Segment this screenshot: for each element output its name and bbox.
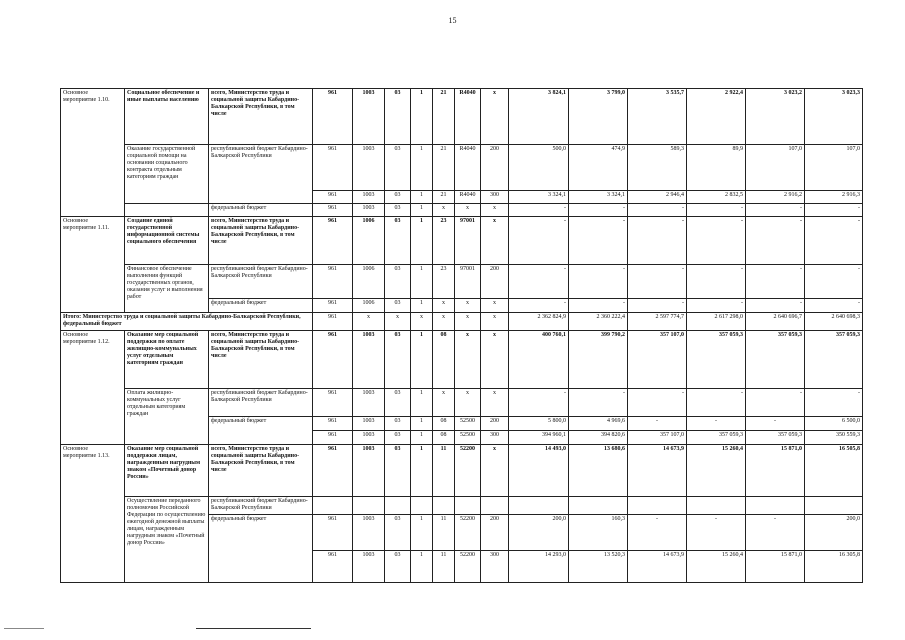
code-cell: x — [481, 89, 509, 145]
code-cell: 961 — [313, 417, 353, 431]
value-cell: 2 916,3 — [805, 191, 863, 204]
code-cell: 961 — [313, 445, 353, 497]
funding-source-cell: республиканский бюджет Кабардино-Балкарской Республики — [209, 497, 313, 515]
code-cell: 1003 — [353, 551, 385, 583]
value-cell: 14 673,9 — [628, 551, 687, 583]
value-cell: 2 640 696,7 — [746, 313, 805, 331]
code-cell: x — [481, 445, 509, 497]
value-cell: - — [569, 204, 628, 217]
value-cell: 474,9 — [569, 145, 628, 191]
code-cell: 1003 — [353, 145, 385, 191]
code-cell: 1 — [411, 217, 433, 265]
code-cell: x — [455, 331, 481, 389]
value-cell: - — [569, 265, 628, 299]
value-cell: 6 500,0 — [805, 417, 863, 431]
value-cell: - — [509, 204, 569, 217]
code-cell: 21 — [433, 89, 455, 145]
value-cell — [509, 497, 569, 515]
value-cell: - — [509, 265, 569, 299]
code-cell: 961 — [313, 191, 353, 204]
code-cell: 08 — [433, 431, 455, 445]
value-cell: 15 871,0 — [746, 445, 805, 497]
funding-source-cell: федеральный бюджет — [209, 515, 313, 583]
value-cell: 160,3 — [569, 515, 628, 551]
value-cell: 357 059,3 — [746, 431, 805, 445]
value-cell: - — [746, 265, 805, 299]
value-cell: 15 260,4 — [687, 445, 746, 497]
value-cell: 589,3 — [628, 145, 687, 191]
value-cell: 2 946,4 — [628, 191, 687, 204]
code-cell: 961 — [313, 313, 353, 331]
code-cell: 97001 — [455, 217, 481, 265]
code-cell: 1003 — [353, 445, 385, 497]
value-cell: 2 360 222,4 — [569, 313, 628, 331]
code-cell: 23 — [433, 265, 455, 299]
code-cell: x — [481, 299, 509, 313]
code-cell: 03 — [385, 515, 411, 551]
code-cell: R4040 — [455, 145, 481, 191]
code-cell: 1 — [411, 515, 433, 551]
value-cell: 394 960,1 — [509, 431, 569, 445]
code-cell: x — [481, 389, 509, 417]
code-cell: 03 — [385, 89, 411, 145]
funding-source-cell: республиканский бюджет Кабардино-Балкарской Республики — [209, 265, 313, 299]
value-cell: - — [687, 389, 746, 417]
program-cell: Основное мероприятие 1.11. — [61, 217, 125, 313]
value-cell: 200,0 — [509, 515, 569, 551]
table-row — [61, 89, 863, 145]
value-cell — [628, 497, 687, 515]
code-cell: 08 — [433, 417, 455, 431]
value-cell: - — [805, 389, 863, 417]
code-cell — [353, 497, 385, 515]
value-cell: 500,0 — [509, 145, 569, 191]
value-cell: - — [746, 389, 805, 417]
code-cell: 300 — [481, 551, 509, 583]
code-cell — [385, 497, 411, 515]
value-cell: - — [628, 265, 687, 299]
value-cell: 2 922,4 — [687, 89, 746, 145]
value-cell: 357 107,0 — [628, 431, 687, 445]
funding-source-cell: федеральный бюджет — [209, 299, 313, 313]
code-cell — [313, 497, 353, 515]
code-cell: 200 — [481, 417, 509, 431]
value-cell: - — [628, 417, 687, 431]
value-cell: 13 680,6 — [569, 445, 628, 497]
code-cell: 961 — [313, 89, 353, 145]
value-cell: 3 824,1 — [509, 89, 569, 145]
code-cell: x — [433, 204, 455, 217]
value-cell: - — [687, 515, 746, 551]
code-cell: 300 — [481, 191, 509, 204]
value-cell: 13 520,3 — [569, 551, 628, 583]
value-cell: 4 969,6 — [569, 417, 628, 431]
measure-name-cell: Осуществление переданного полномочия Российской Федерации по осуществлению ежегодной денежной выплаты лицам, награжденным нагрудным знаком «Почетный донор России» — [125, 497, 209, 583]
value-cell: - — [746, 299, 805, 313]
funding-source-cell: всего, Министерство труда и социальной защиты Кабардино-Балкарской Республики, в том числе — [209, 89, 313, 145]
value-cell: - — [509, 389, 569, 417]
code-cell: 03 — [385, 389, 411, 417]
value-cell: 350 559,3 — [805, 431, 863, 445]
value-cell: - — [628, 217, 687, 265]
code-cell: 1003 — [353, 515, 385, 551]
code-cell: 961 — [313, 265, 353, 299]
code-cell: 300 — [481, 431, 509, 445]
measure-name-cell: Оказание мер социальной поддержки лицам, награжденным нагрудным знаком «Почетный донор России» — [125, 445, 209, 497]
table-row — [61, 331, 863, 389]
value-cell: - — [628, 299, 687, 313]
code-cell: x — [433, 389, 455, 417]
value-cell: - — [746, 417, 805, 431]
code-cell: 200 — [481, 145, 509, 191]
code-cell: 961 — [313, 299, 353, 313]
code-cell: 11 — [433, 445, 455, 497]
code-cell — [455, 497, 481, 515]
total-label-cell: Итого: Министерство труда и социальной защиты Кабардино-Балкарской Республики, федеральный бюджет — [61, 313, 313, 331]
code-cell: 52500 — [455, 431, 481, 445]
value-cell — [687, 497, 746, 515]
code-cell — [411, 497, 433, 515]
code-cell: 1003 — [353, 431, 385, 445]
code-cell: 1003 — [353, 331, 385, 389]
value-cell: 14 493,0 — [509, 445, 569, 497]
table-row — [61, 217, 863, 265]
code-cell: 1006 — [353, 217, 385, 265]
code-cell: 961 — [313, 551, 353, 583]
code-cell: 200 — [481, 265, 509, 299]
code-cell: 23 — [433, 217, 455, 265]
value-cell: 400 760,1 — [509, 331, 569, 389]
value-cell: - — [569, 389, 628, 417]
value-cell: 15 871,0 — [746, 551, 805, 583]
value-cell: 3 023,2 — [746, 89, 805, 145]
code-cell: 1 — [411, 265, 433, 299]
code-cell: x — [455, 313, 481, 331]
code-cell: 11 — [433, 515, 455, 551]
value-cell: 3 324,1 — [509, 191, 569, 204]
funding-source-cell: всего, Министерство труда и социальной защиты Кабардино-Балкарской Республики, в том числе — [209, 331, 313, 389]
code-cell: 11 — [433, 551, 455, 583]
code-cell: R4040 — [455, 191, 481, 204]
value-cell: 2 916,2 — [746, 191, 805, 204]
code-cell: 1 — [411, 417, 433, 431]
value-cell — [746, 497, 805, 515]
code-cell: 1006 — [353, 265, 385, 299]
value-cell: 2 597 774,7 — [628, 313, 687, 331]
code-cell: 03 — [385, 191, 411, 204]
value-cell: - — [687, 299, 746, 313]
program-cell: Основное мероприятие 1.10. — [61, 89, 125, 217]
page-number: 15 — [448, 16, 457, 25]
code-cell: 1 — [411, 191, 433, 204]
value-cell: - — [569, 299, 628, 313]
code-cell: 1 — [411, 299, 433, 313]
value-cell: - — [746, 217, 805, 265]
value-cell: 3 324,1 — [569, 191, 628, 204]
footer-rule-segment — [4, 628, 44, 629]
code-cell: 52500 — [455, 417, 481, 431]
table-row — [61, 445, 863, 497]
code-cell: 961 — [313, 145, 353, 191]
table-row — [61, 204, 863, 217]
value-cell: 394 820,6 — [569, 431, 628, 445]
value-cell: 16 305,8 — [805, 551, 863, 583]
funding-source-cell: всего, Министерство труда и социальной защиты Кабардино-Балкарской Республики, в том числе — [209, 217, 313, 265]
measure-name-cell: Оплата жилищно-коммунальных услуг отдельным категориям граждан — [125, 389, 209, 445]
value-cell: 2 640 698,3 — [805, 313, 863, 331]
value-cell: - — [805, 217, 863, 265]
value-cell: - — [569, 217, 628, 265]
code-cell: x — [481, 331, 509, 389]
code-cell: 1 — [411, 89, 433, 145]
value-cell: 89,9 — [687, 145, 746, 191]
value-cell: 357 059,3 — [746, 331, 805, 389]
code-cell: 03 — [385, 265, 411, 299]
value-cell: - — [628, 515, 687, 551]
code-cell: 961 — [313, 217, 353, 265]
code-cell: x — [385, 313, 411, 331]
value-cell: 357 107,0 — [628, 331, 687, 389]
code-cell: 1 — [411, 389, 433, 417]
code-cell: 52200 — [455, 551, 481, 583]
code-cell: 1 — [411, 445, 433, 497]
code-cell: 961 — [313, 331, 353, 389]
code-cell: 03 — [385, 445, 411, 497]
value-cell: 14 673,9 — [628, 445, 687, 497]
value-cell: 14 293,0 — [509, 551, 569, 583]
code-cell: 961 — [313, 515, 353, 551]
measure-name-cell: Оказание государственной социальной помощи на основании социального контракта отдельным категориям граждан — [125, 145, 209, 204]
code-cell: x — [455, 389, 481, 417]
value-cell: - — [687, 417, 746, 431]
measure-name-cell: Финансовое обеспечение выполнения функций государственных органов, оказания услуг и выполнения работ — [125, 265, 209, 313]
value-cell: 357 059,3 — [687, 331, 746, 389]
value-cell: - — [509, 217, 569, 265]
code-cell: 03 — [385, 204, 411, 217]
value-cell: 3 023,3 — [805, 89, 863, 145]
code-cell: x — [481, 204, 509, 217]
code-cell: x — [433, 313, 455, 331]
funding-source-cell: федеральный бюджет — [209, 417, 313, 445]
value-cell: 2 832,5 — [687, 191, 746, 204]
code-cell: x — [455, 204, 481, 217]
code-cell: 03 — [385, 417, 411, 431]
value-cell: 16 505,8 — [805, 445, 863, 497]
code-cell: x — [353, 313, 385, 331]
code-cell: R4040 — [455, 89, 481, 145]
value-cell: - — [628, 389, 687, 417]
measure-name-cell: Социальное обеспечение и иные выплаты населению — [125, 89, 209, 145]
code-cell: 1006 — [353, 299, 385, 313]
value-cell: 2 362 824,9 — [509, 313, 569, 331]
funding-source-cell: всего, Министерство труда и социальной защиты Кабардино-Балкарской Республики, в том числе — [209, 445, 313, 497]
value-cell: - — [805, 204, 863, 217]
value-cell: 5 800,0 — [509, 417, 569, 431]
program-cell: Основное мероприятие 1.13. — [61, 445, 125, 583]
code-cell: 21 — [433, 145, 455, 191]
measure-name-cell: Создание единой государственной информационной системы социального обеспечения — [125, 217, 209, 265]
value-cell: - — [746, 515, 805, 551]
code-cell: 1 — [411, 551, 433, 583]
value-cell: 3 799,0 — [569, 89, 628, 145]
value-cell: 3 535,7 — [628, 89, 687, 145]
code-cell: 1003 — [353, 389, 385, 417]
code-cell: x — [481, 313, 509, 331]
total-row — [61, 313, 863, 331]
code-cell: x — [481, 217, 509, 265]
code-cell: 1003 — [353, 204, 385, 217]
code-cell: 03 — [385, 145, 411, 191]
code-cell: 52200 — [455, 515, 481, 551]
funding-source-cell: республиканский бюджет Кабардино-Балкарской Республики — [209, 389, 313, 417]
code-cell: 1 — [411, 431, 433, 445]
code-cell: 1 — [411, 204, 433, 217]
value-cell: 107,0 — [746, 145, 805, 191]
value-cell: - — [687, 217, 746, 265]
value-cell: - — [746, 204, 805, 217]
code-cell: 97001 — [455, 265, 481, 299]
table-row — [61, 145, 863, 191]
table-row — [61, 389, 863, 417]
value-cell: 15 260,4 — [687, 551, 746, 583]
code-cell: 961 — [313, 389, 353, 417]
table-row — [61, 497, 863, 515]
measure-name-cell: Оказание мер социальной поддержки по оплате жилищно-коммунальных услуг отдельным категориям граждан — [125, 331, 209, 389]
program-cell: Основное мероприятие 1.12. — [61, 331, 125, 445]
code-cell: 1003 — [353, 191, 385, 204]
code-cell: 200 — [481, 515, 509, 551]
footer-rule — [0, 628, 905, 629]
code-cell: 21 — [433, 191, 455, 204]
code-cell: 03 — [385, 331, 411, 389]
footer-rule-segment — [196, 628, 311, 629]
value-cell: - — [509, 299, 569, 313]
value-cell: - — [805, 265, 863, 299]
value-cell: 357 059,3 — [687, 431, 746, 445]
code-cell: 1 — [411, 145, 433, 191]
code-cell: 03 — [385, 431, 411, 445]
table-row — [61, 265, 863, 299]
code-cell: x — [455, 299, 481, 313]
value-cell: 200,0 — [805, 515, 863, 551]
code-cell: 1003 — [353, 89, 385, 145]
budget-table — [60, 88, 863, 583]
code-cell: 961 — [313, 431, 353, 445]
value-cell: - — [628, 204, 687, 217]
code-cell: 03 — [385, 217, 411, 265]
value-cell: 2 617 298,0 — [687, 313, 746, 331]
funding-source-cell: республиканский бюджет Кабардино-Балкарской Республики — [209, 145, 313, 204]
code-cell: 52200 — [455, 445, 481, 497]
budget-table-body — [61, 89, 863, 583]
code-cell: 03 — [385, 551, 411, 583]
value-cell — [569, 497, 628, 515]
code-cell: x — [411, 313, 433, 331]
code-cell: 961 — [313, 204, 353, 217]
code-cell: 08 — [433, 331, 455, 389]
funding-source-cell: федеральный бюджет — [209, 204, 313, 217]
code-cell: x — [433, 299, 455, 313]
measure-name-cell — [125, 204, 209, 217]
value-cell: 399 790,2 — [569, 331, 628, 389]
code-cell — [433, 497, 455, 515]
value-cell: 107,0 — [805, 145, 863, 191]
value-cell — [805, 497, 863, 515]
code-cell: 1003 — [353, 417, 385, 431]
code-cell: 1 — [411, 331, 433, 389]
value-cell: - — [687, 265, 746, 299]
value-cell: - — [687, 204, 746, 217]
code-cell — [481, 497, 509, 515]
value-cell: 357 059,3 — [805, 331, 863, 389]
value-cell: - — [805, 299, 863, 313]
code-cell: 03 — [385, 299, 411, 313]
